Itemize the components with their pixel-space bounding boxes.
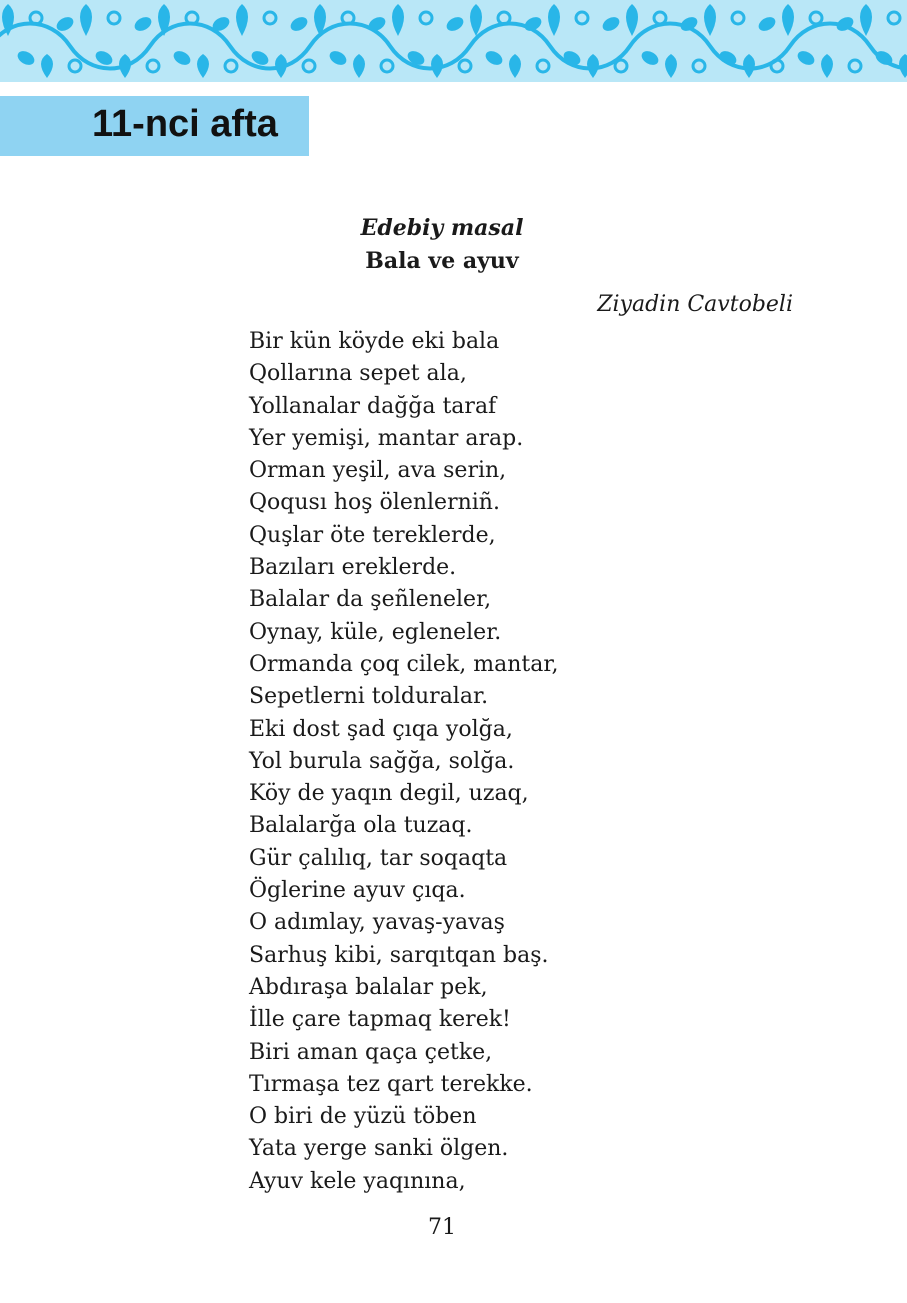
poem-line: Tırmaşa tez qart terekke.	[249, 1071, 533, 1097]
poem-title: Bala ve ayuv	[365, 248, 519, 274]
author-name: Ziyadin Cavtobeli	[597, 292, 793, 317]
poem-line: Ormanda çoq cilek, mantar,	[249, 651, 559, 677]
genre-label: Edebiy masal	[360, 215, 524, 241]
floral-ornament-icon	[0, 0, 907, 82]
poem-line: Yer yemişi, mantar arap.	[249, 425, 524, 451]
poem-line: Qoqusı hoş ölenlerniñ.	[249, 490, 500, 516]
poem-body	[249, 326, 558, 1198]
poem-line: O biri de yüzü töben	[249, 1104, 477, 1130]
poem-line: Sepetlerni tolduralar.	[249, 684, 489, 710]
poem-line: Orman yeşil, ava serin,	[249, 458, 507, 484]
poem-line: İlle çare tapmaq kerek!	[249, 1007, 511, 1033]
poem-line: Quşlar öte tereklerde,	[249, 522, 496, 548]
poem-line: Balalar da şeñleneler,	[249, 587, 492, 613]
poem-line: Öglerine ayuv çıqa.	[249, 878, 466, 904]
poem-line: Ayuv kele yaqınına,	[249, 1168, 466, 1194]
poem-line: Yol burula sağğa, solğa.	[249, 748, 515, 774]
poem-line: Biri aman qaça çetke,	[249, 1039, 493, 1065]
poem-line: Bir kün köyde eki bala	[249, 329, 500, 354]
page-number: 71	[428, 1215, 456, 1240]
poem-line: Abdıraşa balalar pek,	[249, 974, 488, 1000]
poem-line: O adımlay, yavaş-yavaş	[249, 910, 505, 936]
poem-line: Bazıları ereklerde.	[249, 555, 457, 581]
poem-line: Oynay, küle, egleneler.	[249, 619, 502, 645]
poem-line: Köy de yaqın degil, uzaq,	[249, 781, 529, 807]
poem-line: Sarhuş kibi, sarqıtqan baş.	[249, 942, 549, 968]
poem-line: Gür çalılıq, tar soqaqta	[249, 845, 508, 871]
week-title: 11-nci afta	[92, 103, 278, 145]
poem-line: Eki dost şad çıqa yolğa,	[249, 716, 513, 742]
poem-line: Qollarına sepet ala,	[249, 361, 467, 387]
floral-ornament-band	[0, 0, 907, 82]
poem-line: Yata yerge sanki ölgen.	[249, 1136, 509, 1162]
poem-line: Yollanalar dağğa taraf	[249, 393, 497, 419]
poem-line: Balalarğa ola tuzaq.	[249, 813, 473, 839]
